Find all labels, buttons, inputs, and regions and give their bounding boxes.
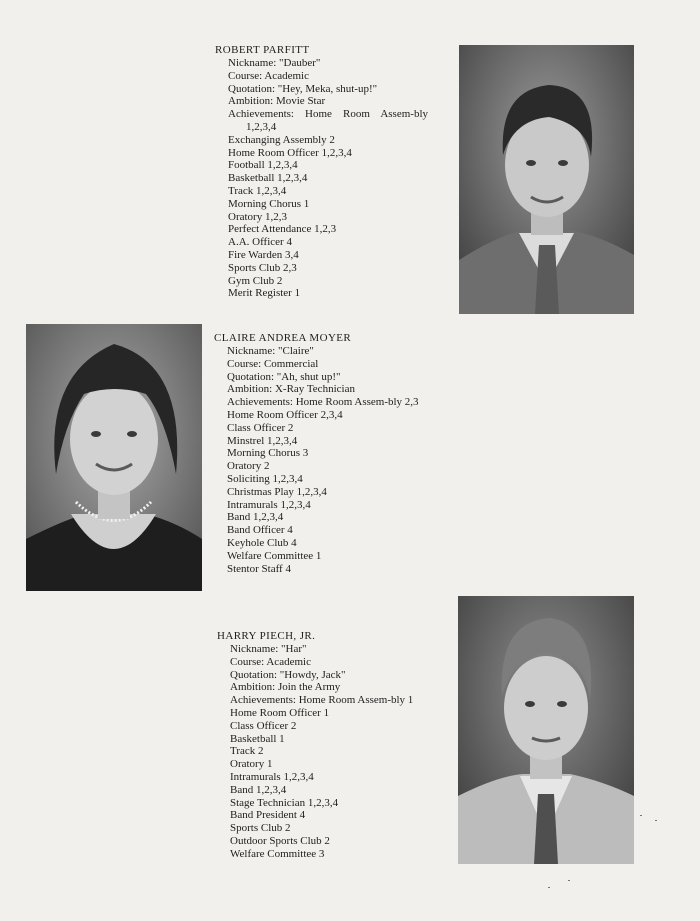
achievement-item: Keyhole Club 4 bbox=[227, 536, 297, 549]
student-details bbox=[214, 345, 427, 575]
student-name: CLAIRE ANDREA MOYER bbox=[214, 332, 352, 344]
achievement-item: Sports Club 2,3 bbox=[228, 261, 297, 274]
achievement-item: Band 1,2,3,4 bbox=[230, 783, 287, 796]
achievement-item: Class Officer 2 bbox=[227, 421, 294, 434]
ambition-line: Ambition: Join the Army bbox=[230, 681, 341, 694]
achievement-item: Band Officer 4 bbox=[227, 524, 293, 537]
achievement-item: Exchanging Assembly 2 bbox=[228, 133, 335, 146]
portrait-photo-piech bbox=[458, 596, 634, 864]
achievement-item: Sports Club 2 bbox=[230, 822, 291, 835]
portrait-photo-parfitt bbox=[459, 45, 634, 314]
nickname-line: Nickname: "Har" bbox=[230, 643, 307, 655]
achievement-item: Home Room Officer 2,3,4 bbox=[227, 408, 343, 421]
achievement-item: Oratory 2 bbox=[227, 460, 270, 473]
nickname-line: Nickname: "Claire" bbox=[227, 345, 314, 357]
portrait-photo-moyer bbox=[26, 324, 202, 591]
student-entry-moyer bbox=[214, 332, 427, 575]
achievement-item: Oratory 1 bbox=[230, 758, 273, 771]
achievement-item: Welfare Committee 1 bbox=[227, 549, 322, 562]
achievements-line: Achievements: Home Room Assem-bly 1 bbox=[230, 694, 414, 707]
achievement-item: Christmas Play 1,2,3,4 bbox=[227, 485, 327, 498]
achievement-item: Stage Technician 1,2,3,4 bbox=[230, 796, 339, 809]
course-line: Course: Commercial bbox=[227, 357, 319, 370]
achievement-item: Gym Club 2 bbox=[228, 274, 283, 287]
student-details bbox=[215, 57, 428, 300]
achievement-item: Welfare Committee 3 bbox=[230, 847, 325, 860]
scan-speck bbox=[568, 880, 570, 881]
achievement-item: Class Officer 2 bbox=[230, 719, 297, 732]
student-details bbox=[217, 643, 430, 861]
achievement-item: Merit Register 1 bbox=[228, 287, 301, 300]
achievement-item: Football 1,2,3,4 bbox=[228, 159, 298, 172]
scan-speck bbox=[640, 815, 642, 816]
student-entry-parfitt bbox=[215, 44, 428, 300]
student-name: HARRY PIECH, JR. bbox=[217, 630, 316, 642]
achievement-item: Oratory 1,2,3 bbox=[228, 210, 287, 223]
course-line: Course: Academic bbox=[230, 655, 311, 668]
achievement-item: Minstrel 1,2,3,4 bbox=[227, 434, 298, 447]
achievements-line: Achievements: Home Room Assem-bly 1,2,3,4 bbox=[228, 108, 428, 133]
achievement-item: Home Room Officer 1,2,3,4 bbox=[228, 146, 352, 159]
achievements-line: Achievements: Home Room Assem-bly 2,3 bbox=[227, 396, 419, 409]
achievement-item: Track 1,2,3,4 bbox=[228, 184, 287, 197]
ambition-line: Ambition: X-Ray Technician bbox=[227, 383, 355, 396]
achievement-item: Outdoor Sports Club 2 bbox=[230, 834, 330, 847]
achievement-item: Intramurals 1,2,3,4 bbox=[230, 770, 314, 783]
achievement-item: Stentor Staff 4 bbox=[227, 562, 291, 575]
achievement-item: Basketball 1 bbox=[230, 732, 285, 745]
quotation-line: Quotation: "Howdy, Jack" bbox=[230, 668, 346, 681]
achievement-item: Morning Chorus 3 bbox=[227, 447, 309, 460]
achievement-item: Morning Chorus 1 bbox=[228, 197, 310, 210]
quotation-line: Quotation: "Ah, shut up!" bbox=[227, 370, 341, 383]
achievement-item: Perfect Attendance 1,2,3 bbox=[228, 223, 337, 236]
ambition-line: Ambition: Movie Star bbox=[228, 95, 326, 108]
scan-speck bbox=[548, 887, 550, 888]
achievement-item: Band President 4 bbox=[230, 809, 306, 822]
achievement-item: Intramurals 1,2,3,4 bbox=[227, 498, 311, 511]
student-name: ROBERT PARFITT bbox=[215, 44, 310, 56]
quotation-line: Quotation: "Hey, Meka, shut-up!" bbox=[228, 82, 378, 95]
nickname-line: Nickname: "Dauber" bbox=[228, 57, 321, 69]
achievement-item: Soliciting 1,2,3,4 bbox=[227, 472, 303, 485]
achievement-item: Basketball 1,2,3,4 bbox=[228, 172, 308, 185]
student-entry-piech bbox=[217, 630, 430, 861]
achievement-item: A.A. Officer 4 bbox=[228, 236, 292, 249]
achievement-item: Band 1,2,3,4 bbox=[227, 511, 284, 524]
course-line: Course: Academic bbox=[228, 69, 309, 82]
achievement-item: Fire Warden 3,4 bbox=[228, 248, 299, 261]
achievement-item: Home Room Officer 1 bbox=[230, 706, 330, 719]
achievement-item: Track 2 bbox=[230, 745, 264, 758]
scan-speck bbox=[655, 820, 657, 821]
